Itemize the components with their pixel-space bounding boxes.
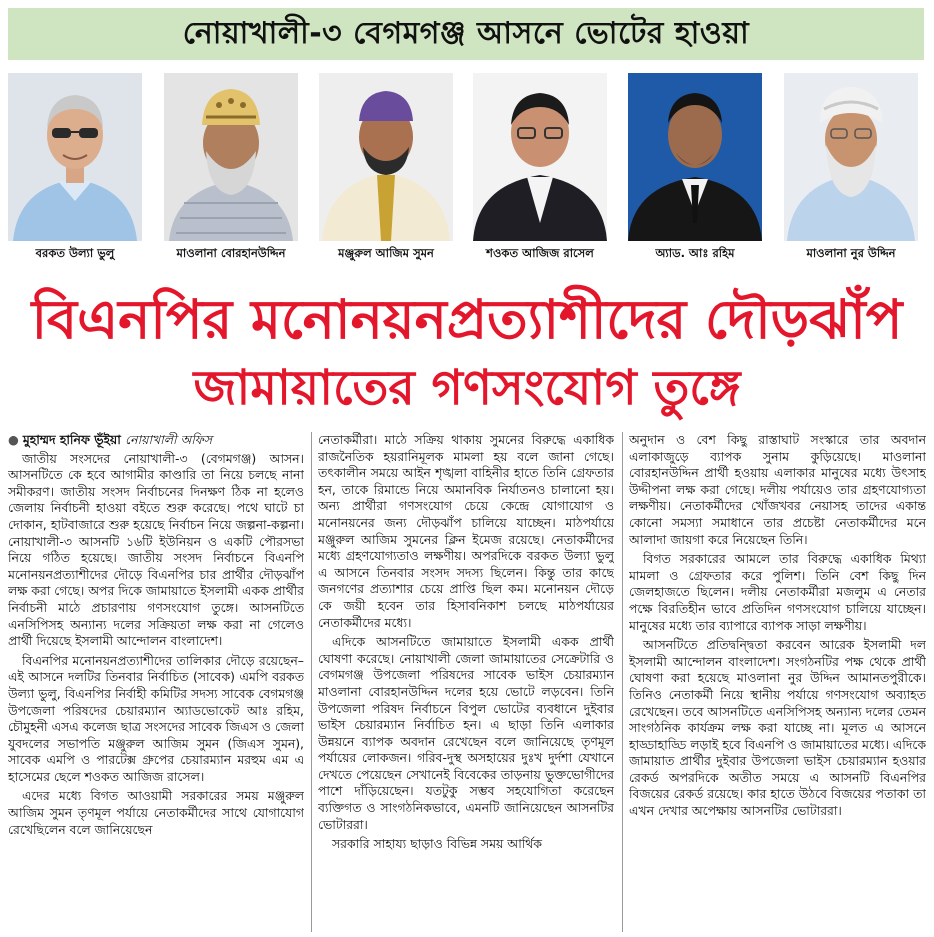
paragraph: নেতাকর্মীরা। মাঠে সক্রিয় থাকায় সুমনের বিরুদ্ধে একাধিক রাজনৈতিক হয়রানিমূলক মামলা হয় বলে জানা গেছে। তৎকালীন সময়ে আইন শৃঙ্খলা বাহিনীর হাতে তিনি গ্রেফতার হন, তাকে রিমান্ডে নিয়ে অমানবিক নির্যাতনও চালানো হয়। অন্য প্রার্থীরা গণসংযোগ চেয়ে কেন্দ্রে যোগাযোগ ও মনোনয়নের জন্য দৌড়ঝাঁপ চালিয়ে যাচ্ছেন। মাঠপর্যায়ে মঞ্জুরুল আজিম সুমনের ক্লিন ইমেজ রয়েছে। নেতাকর্মীদের মধ্যে গ্রহণযোগ্যতাও লক্ষণীয়। অপরদিকে বরকত উল্যা ভুলু এ আসনে তিনবার সংসদ সদস্য ছিলেন। কিন্তু তার কাছে জনগণের প্রত্যাশার চেয়ে প্রাপ্তি ছিল কম। মনোনয়ন দৌড়ে কে জয়ী হবেন তার হিসাবনিকাশ চলছে মাঠপর্যায়ের নেতাকর্মীদের মধ্যে। — [318, 432, 614, 630]
candidate-photo — [628, 73, 762, 241]
candidate-card — [473, 73, 607, 275]
byline-author: মুহাম্মদ হানিফ ভূঁইয়া — [22, 432, 121, 447]
candidate-name: মাওলানা বোরহানউদ্দিন — [176, 246, 286, 260]
paragraph: অনুদান ও বেশ কিছু রাস্তাঘাট সংস্কারে তার অবদান এলাকাজুড়ে ব্যাপক সুনাম কুড়িয়েছে। মাওলানা বোরহানউদ্দিন প্রার্থী হওয়ায় এলাকার মানুষের মধ্যে উৎসাহ উদ্দীপনা লক্ষ করা গেছে। দলীয় পর্যায়েও তার গ্রহণযোগ্যতা লক্ষণীয়। নেতাকর্মীদের খোঁজখবর নেয়াসহ তাদের একান্ত কোনো সমস্যা সমাধানে তার প্রচেষ্টা নেতাকর্মীদের মনে আলাদা জায়গা করে নিয়েছেন তিনি। — [629, 432, 926, 547]
candidate-photo — [473, 73, 607, 241]
bullet-icon: ● — [8, 432, 19, 447]
article-column-2 — [318, 432, 614, 932]
byline — [8, 432, 304, 449]
column-divider — [311, 432, 312, 932]
candidate-card — [8, 73, 142, 275]
candidate-card — [628, 73, 762, 275]
headline-line-1: বিএনপির মনোনয়নপ্রত্যাশীদের দৌড়ঝাঁপ — [31, 288, 903, 351]
paragraph: সরকারি সাহায্য ছাড়াও বিভিন্ন সময় আর্থিক — [332, 836, 542, 852]
candidate-name: অ্যাড. আঃ রহিম — [655, 246, 735, 260]
paragraph: বিএনপির মনোনয়নপ্রত্যাশীদের তালিকার দৌড়ে রয়েছেন– এই আসনে দলটির তিনবার নির্বাচিত (সাবেক) এমপি বরকত উল্যা ভুলু, বিএনপির নির্বাহী কমিটির সদস্য সাবেক বেগমগঞ্জ উপজেলা পরিষদের চেয়ারম্যান অ্যাডভোকেট আঃ রহিম, চৌমুহনী এসএ কলেজ ছাত্র সংসদের সাবেক জিএস ও জেলা যুবদলের সভাপতি মঞ্জুরুল আজিম সুমন (জিএস সুমন), সাবেক এমপি ও পারটেক্স গ্রুপের চেয়ারম্যান মরহুম এম এ হাসেমের ছেলে শওকত আজিজ রাসেল। — [8, 652, 304, 784]
headline-line-2: জামায়াতের গণসংযোগ তুঙ্গে — [193, 360, 741, 416]
candidate-photo-strip — [8, 73, 924, 275]
candidate-photo — [164, 73, 298, 241]
candidate-card — [319, 73, 453, 275]
candidate-photo — [319, 73, 453, 241]
article-column-3 — [629, 432, 926, 932]
candidate-photo — [8, 73, 142, 241]
candidate-name: বরকত উল্যা ভুলু — [35, 246, 115, 260]
paragraph: বিগত সরকারের আমলে তার বিরুদ্ধে একাধিক মিথ্যা মামলা ও গ্রেফতার করে পুলিশ। তিনি বেশ কিছু দিন জেলহাজতে ছিলেন। দলীয় নেতাকর্মীরা মজলুম এ নেতার পক্ষে বিরতিহীন ভাবে প্রতিদিন গণসংযোগ চালিয়ে যাচ্ছেন। মানুষের মধ্যে তার ব্যাপারে ব্যাপক সাড়া লক্ষণীয়। — [629, 551, 926, 633]
candidate-photo — [784, 73, 918, 241]
candidate-name: মঞ্জুরুল আজিম সুমন — [338, 246, 434, 260]
paragraph: জাতীয় সংসদের নোয়াখালী-৩ (বেগমগঞ্জ) আসন। আসনটিতে কে হবে আগামীর কাণ্ডারি তা নিয়ে চলছে নানা সমীকরণ। জাতীয় সংসদ নির্বাচনের দিনক্ষণ ঠিক না হলেও জেলায় নির্বাচনী হাওয়া বইতে শুরু করেছে। পথে ঘাটে চা দোকান, হাটবাজারে শুরু হয়েছে নির্বাচন নিয়ে জল্পনা-কল্পনা। নোয়াখালী-৩ আসনটি ১৬টি ইউনিয়ন ও একটি পৌরসভা নিয়ে গঠিত হয়েছে। জাতীয় সংসদ নির্বাচনে বিএনপি মনোনয়নপ্রত্যাশীদের দৌড়ে বিএনপির চার প্রার্থীর দৌড়ঝাঁপ লক্ষ করা গেছে। অপর দিকে জামায়াতে ইসলামী একক প্রার্থীর নির্বাচনী মাঠে প্রচারণায় গণসংযোগ তুঙ্গে। আসনটিতে এনসিপিসহ অন্যান্য দলের সক্রিয়তা লক্ষ করা না গেলেও প্রার্থী দিয়েছে ইসলামী আন্দোলন বাংলাদেশ। — [8, 450, 304, 649]
byline-office: নোয়াখালী অফিস — [125, 432, 213, 447]
paragraph: এদিকে আসনটিতে জামায়াতে ইসলামী একক প্রার্থী ঘোষণা করেছে। নোয়াখালী জেলা জামায়াতের সেক্রেটারি ও বেগমগঞ্জ উপজেলা পরিষদের সাবেক ভাইস চেয়ারম্যান মাওলানা বোরহানউদ্দিন দলের হয়ে ভোটে লড়বেন। তিনি উপজেলা পরিষদ নির্বাচনে বিপুল ভোটের ব্যবধানে দুইবার ভাইস চেয়ারম্যান নির্বাচিত হন। এ ছাড়া তিনি এলাকার উন্নয়নে ব্যাপক অবদান রেখেছেন বলে জানিয়েছে তৃণমূল পর্যায়ের লোকজন। গরিব-দুস্থ অসহায়ের দুঃখ দুর্দশা যেখানে দেখতে পেয়েছেন সেখানেই বিবেকের তাড়নায় ভুক্তভোগীদের পাশে দাঁড়িয়েছেন। যতটুকু সম্ভব সহযোগিতা করেছেন ব্যক্তিগত ও সাংগঠনিকভাবে, এমনটি জানিয়েছেন আসনটির ভোটাররা। — [318, 634, 614, 832]
candidate-card — [784, 73, 918, 275]
banner-title: নোয়াখালী-৩ বেগমগঞ্জ আসনে ভোটের হাওয়া — [182, 15, 750, 51]
section-banner — [8, 8, 924, 60]
article-column-1 — [8, 432, 304, 932]
paragraph: আসনটিতে প্রতিদ্বন্দ্বিতা করবেন আরেক ইসলামী দল ইসলামী আন্দোলন বাংলাদেশ। সংগঠনটির পক্ষ থেকে প্রার্থী ঘোষণা করা হয়েছে মাওলানা নুর উদ্দিন আমানতপুরীকে। তিনিও নেতাকর্মী নিয়ে স্থানীয় পর্যায়ে গণসংযোগ অব্যাহত রেখেছেন। তবে আসনটিতে এনসিপিসহ অন্যান্য দলের তেমন সাংগঠনিক কার্যক্রম লক্ষ করা যাচ্ছে না। মূলত এ আসনে হাড্ডাহাড্ডি লড়াই হবে বিএনপি ও জামায়াতের মধ্যে। এদিকে জামায়াত প্রার্থীর দুইবার উপজেলা ভাইস চেয়ারম্যান হওয়ার রেকর্ড অপরদিকে অতীত সময়ে এ আসনটি বিএনপির বিজয়ের রেকর্ড রয়েছে। কার হাতে উঠবে বিজয়ের পতাকা তা এখন দেখার অপেক্ষায় আসনটির ভোটাররা। — [629, 637, 926, 819]
candidate-card — [164, 73, 298, 275]
column-divider — [622, 432, 623, 932]
candidate-name: মাওলানা নুর উদ্দিন — [806, 246, 896, 260]
candidate-name: শওকত আজিজ রাসেল — [486, 246, 594, 260]
article-body — [8, 432, 926, 932]
paragraph: এদের মধ্যে বিগত আওয়ামী সরকারের সময় মঞ্জুরুল আজিম সুমন তৃণমূল পর্যায়ে নেতাকর্মীদের সাথে যোগাযোগ রেখেছিলেন বলে জানিয়েছেন — [8, 788, 304, 837]
